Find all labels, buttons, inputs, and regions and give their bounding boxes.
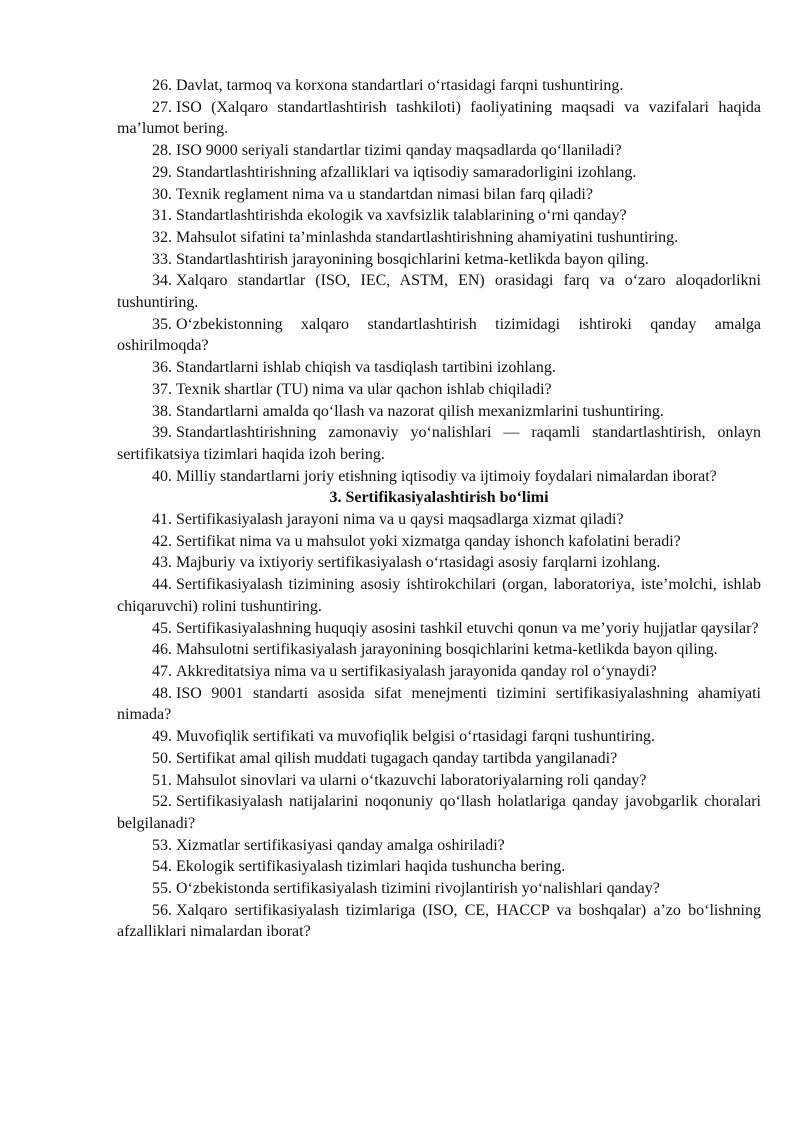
question-item <box>117 856 761 878</box>
question-text: ISO (Xalqaro standartlashtirish tashkiloti) faoliyatining maqsadi va vazifalari haqida ma’lumot bering. <box>117 98 761 138</box>
question-item <box>117 357 761 379</box>
question-item <box>117 639 761 661</box>
question-number: 52. <box>152 793 172 811</box>
question-item <box>117 184 761 206</box>
question-text: Standartlashtirish jarayonining bosqichlarini ketma-ketlikda bayon qiling. <box>176 250 649 268</box>
question-number: 38. <box>152 402 172 420</box>
question-item <box>117 140 761 162</box>
question-number: 42. <box>152 532 172 550</box>
question-item <box>117 466 761 488</box>
question-item <box>117 661 761 683</box>
question-text: Standartlarni amalda qo‘llash va nazorat qilish mexanizmlarini tushuntiring. <box>176 402 664 420</box>
question-text: Sertifikasiyalash jarayoni nima va u qaysi maqsadlarga xizmat qiladi? <box>176 511 624 529</box>
question-number: 36. <box>152 359 172 377</box>
question-text: O‘zbekistonda sertifikasiyalash tizimini rivojlantirish yo‘nalishlari qanday? <box>176 880 660 898</box>
question-number: 32. <box>152 228 172 246</box>
question-number: 54. <box>152 858 172 876</box>
question-item <box>117 900 761 943</box>
question-number: 28. <box>152 142 172 160</box>
question-number: 41. <box>152 511 172 529</box>
question-number: 45. <box>152 619 172 637</box>
question-text: ISO 9000 seriyali standartlar tizimi qanday maqsadlarda qo‘llaniladi? <box>176 142 622 160</box>
question-item <box>117 574 761 617</box>
question-number: 46. <box>152 641 172 659</box>
question-text: Standartlashtirishning afzalliklari va iqtisodiy samaradorligini izohlang. <box>176 163 637 181</box>
question-text: Standartlashtirishda ekologik va xavfsizlik talablarining o‘rni qanday? <box>176 207 627 225</box>
question-text: Sertifikat nima va u mahsulot yoki xizmatga qanday ishonch kafolatini beradi? <box>176 532 681 550</box>
question-text: Mahsulot sifatini ta’minlashda standartlashtirishning ahamiyatini tushuntiring. <box>176 228 679 246</box>
question-text: Xizmatlar sertifikasiyasi qanday amalga oshiriladi? <box>176 836 505 854</box>
question-item <box>117 878 761 900</box>
question-item <box>117 314 761 357</box>
question-text: O‘zbekistonning xalqaro standartlashtirish tizimidagi ishtiroki qanday amalga oshirilmoqda? <box>117 315 761 355</box>
question-item <box>117 97 761 140</box>
question-text: Akkreditatsiya nima va u sertifikasiyalash jarayonida qanday rol o‘ynaydi? <box>176 662 657 680</box>
question-item <box>117 162 761 184</box>
question-item <box>117 791 761 834</box>
question-number: 33. <box>152 250 172 268</box>
question-text: Xalqaro sertifikasiyalash tizimlariga (ISO, CE, HACCP va boshqalar) a’zo bo‘lishning afzalliklari nimalardan iborat? <box>117 901 761 941</box>
question-item <box>117 75 761 97</box>
question-text: Texnik reglament nima va u standartdan nimasi bilan farq qiladi? <box>176 185 593 203</box>
question-item <box>117 835 761 857</box>
question-number: 40. <box>152 467 172 485</box>
question-number: 27. <box>152 98 172 116</box>
section-heading-certification: 3. Sertifikasiyalashtirish bo‘limi <box>329 489 549 507</box>
question-item <box>117 227 761 249</box>
question-number: 47. <box>152 662 172 680</box>
question-number: 56. <box>152 901 172 919</box>
question-number: 35. <box>152 315 172 333</box>
question-text: Sertifikasiyalashning huquqiy asosini tashkil etuvchi qonun va me’yoriy hujjatlar qaysilar? <box>176 619 759 637</box>
question-item <box>117 249 761 271</box>
question-text: ISO 9001 standarti asosida sifat menejmenti tizimini sertifikasiyalashning ahamiyati nimada? <box>117 684 761 724</box>
question-item <box>117 683 761 726</box>
question-text: Sertifikasiyalash tizimining asosiy ishtirokchilari (organ, laboratoriya, iste’molchi, ishlab chiqaruvchi) rolini tushuntiring. <box>117 576 761 615</box>
question-item <box>117 422 761 465</box>
question-text: Sertifikat amal qilish muddati tugagach qanday tartibda yangilanadi? <box>176 749 618 767</box>
question-item <box>117 552 761 574</box>
question-text: Ekologik sertifikasiyalash tizimlari haqida tushuncha bering. <box>176 858 566 876</box>
question-item <box>117 270 761 313</box>
question-item <box>117 379 761 401</box>
question-number: 43. <box>152 554 172 572</box>
question-number: 50. <box>152 749 172 767</box>
question-item <box>117 205 761 227</box>
question-number: 55. <box>152 880 172 898</box>
question-number: 48. <box>152 684 172 702</box>
question-text: Sertifikasiyalash natijalarini noqonuniy qo‘llash holatlariga qanday javobgarlik choralari belgilanadi? <box>117 793 761 832</box>
question-number: 29. <box>152 163 172 181</box>
question-number: 26. <box>152 77 172 94</box>
question-text: Mahsulot sinovlari va ularni o‘tkazuvchi laboratoriyalarning roli qanday? <box>176 771 647 789</box>
question-number: 31. <box>152 207 172 225</box>
question-item <box>117 531 761 553</box>
question-number: 53. <box>152 836 172 854</box>
question-item <box>117 401 761 423</box>
question-number: 49. <box>152 728 172 746</box>
question-item <box>117 748 761 770</box>
question-list-standardization <box>117 75 761 487</box>
question-number: 51. <box>152 771 172 789</box>
question-number: 34. <box>152 272 172 290</box>
question-text: Muvofiqlik sertifikati va muvofiqlik belgisi o‘rtasidagi farqni tushuntiring. <box>176 728 656 746</box>
question-text: Majburiy va ixtiyoriy sertifikasiyalash o‘rtasidagi asosiy farqlarni izohlang. <box>176 554 661 572</box>
question-list-certification <box>117 509 761 943</box>
question-item <box>117 618 761 640</box>
question-number: 30. <box>152 185 172 203</box>
question-text: Xalqaro standartlar (ISO, IEC, ASTM, EN) orasidagi farq va o‘zaro aloqadorlikni tushuntiring. <box>117 272 761 312</box>
question-item <box>117 770 761 792</box>
question-text: Standartlashtirishning zamonaviy yo‘nalishlari — raqamli standartlashtirish, onlayn sertifikatsiya tizimlari haqida izoh bering. <box>117 424 761 463</box>
question-number: 44. <box>152 576 172 594</box>
question-text: Texnik shartlar (TU) nima va ular qachon ishlab chiqiladi? <box>176 380 552 398</box>
question-number: 39. <box>152 424 172 442</box>
question-text: Milliy standartlarni joriy etishning iqtisodiy va ijtimoiy foydalari nimalardan iborat? <box>176 467 717 485</box>
question-number: 37. <box>152 380 172 398</box>
question-item <box>117 509 761 531</box>
question-item <box>117 726 761 748</box>
question-text: Standartlarni ishlab chiqish va tasdiqlash tartibini izohlang. <box>176 359 556 377</box>
question-text: Davlat, tarmoq va korxona standartlari o‘rtasidagi farqni tushuntiring. <box>176 77 624 94</box>
question-text: Mahsulotni sertifikasiyalash jarayonining bosqichlarini ketma-ketlikda bayon qiling. <box>176 641 718 659</box>
document-page <box>117 75 761 943</box>
